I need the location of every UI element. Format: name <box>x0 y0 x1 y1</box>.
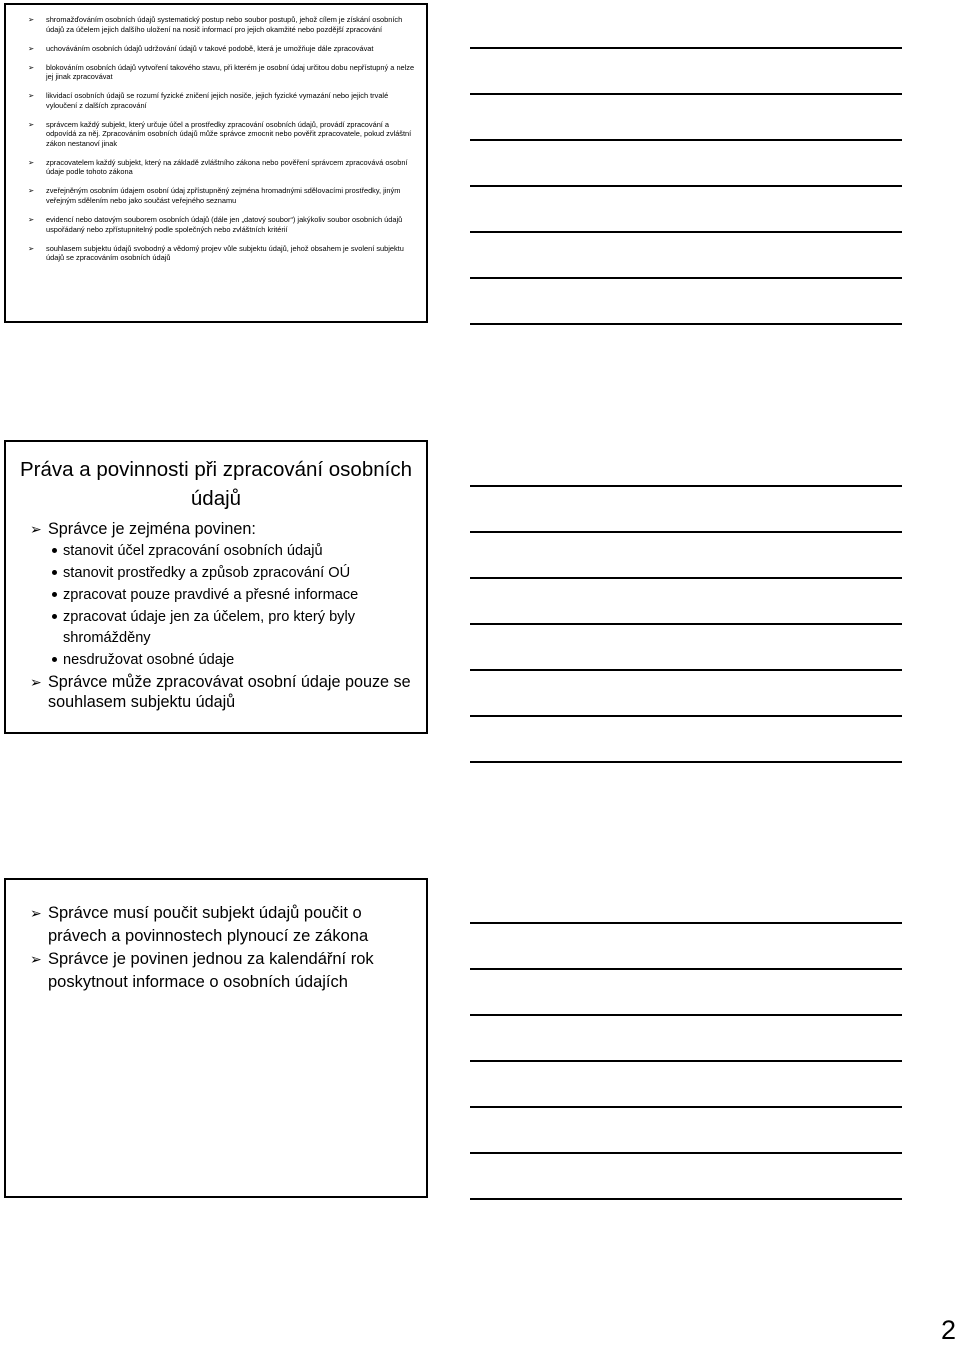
item-text: shromažďováním osobních údajů systematický postup nebo soubor postupů, jehož cílem je získání osobních údajů za účelem jejich dalšího uložení na nosič informací pro jejich okamžité nebo pozdější zpracování <box>46 15 403 34</box>
list-item <box>28 186 416 205</box>
page-number: 2 <box>940 1315 956 1345</box>
note-line <box>470 1198 902 1200</box>
list-item <box>10 672 426 712</box>
item-text: správcem každý subjekt, který určuje účel a prostředky zpracování osobních údajů, provádí zpracování a odpovídá za něj. Zpracováním osobních údajů může správce zmocnit nebo pověřit zpracovatele, pokud zvláštní zákon nestanoví jinak <box>46 119 412 148</box>
item-text: Správce může zpracovávat osobní údaje pouze se souhlasem subjektu údajů <box>48 673 411 711</box>
item-text: zpracovatelem každý subjekt, který na základě zvláštního zákona nebo pověření správcem zpracovává osobní údaje podle tohoto zákona <box>46 157 408 177</box>
sub-list-item <box>10 541 426 562</box>
note-line <box>470 1014 902 1016</box>
arrow-bullet-icon: ➢ <box>28 15 35 24</box>
sub-list-item <box>10 563 426 584</box>
note-line <box>470 93 902 95</box>
sub-list-item <box>10 585 426 606</box>
note-line <box>470 968 902 970</box>
arrow-bullet-icon: ➢ <box>28 119 35 129</box>
dot-bullet-icon <box>52 570 57 575</box>
definitions-list <box>6 5 426 263</box>
note-line <box>470 139 902 141</box>
note-line <box>470 761 902 763</box>
list-item <box>28 63 416 82</box>
note-line <box>470 277 902 279</box>
note-line <box>470 922 902 924</box>
dot-bullet-icon <box>52 548 57 553</box>
arrow-bullet-icon: ➢ <box>28 243 35 253</box>
list-item <box>28 120 416 149</box>
item-text: evidencí nebo datovým souborem osobních údajů (dále jen „datový soubor“) jakýkoliv soubor osobních údajů uspořádaný nebo zpřístupnitelný podle společných nebo zvláštních kritérií <box>46 215 403 234</box>
sub-list-item <box>10 650 426 671</box>
note-line <box>470 1060 902 1062</box>
list-item <box>28 215 416 234</box>
note-line <box>470 531 902 533</box>
note-line <box>470 577 902 579</box>
note-line <box>470 185 902 187</box>
note-line <box>470 231 902 233</box>
arrow-bullet-icon: ➢ <box>30 521 42 537</box>
list-item <box>28 44 416 54</box>
item-text: zpracovat údaje jen za účelem, pro který byly shromážděny <box>63 609 356 646</box>
arrow-bullet-icon: ➢ <box>30 951 42 967</box>
slide-controller-duties <box>4 878 428 1198</box>
item-text: Správce musí poučit subjekt údajů poučit o právech a povinnostech plynoucí ze zákona <box>48 904 369 945</box>
item-text: likvidací osobních údajů se rozumí fyzické zničení jejich nosiče, jejich fyzické vymazání nebo jejich trvalé vyloučení z dalších zpracování <box>46 91 389 110</box>
item-text: uchováváním osobních údajů udržování údajů v takové podobě, která je umožňuje dále zpracovávat <box>46 43 374 53</box>
arrow-bullet-icon: ➢ <box>28 215 35 225</box>
arrow-bullet-icon: ➢ <box>28 157 35 167</box>
list-item <box>28 158 416 177</box>
duties-list <box>6 541 426 670</box>
arrow-bullet-icon: ➢ <box>28 91 35 101</box>
arrow-bullet-icon: ➢ <box>28 43 35 53</box>
slide-title: Práva a povinnosti při zpracování osobních údajů <box>19 458 412 510</box>
item-text: Správce je povinen jednou za kalendářní rok poskytnout informace o osobních údajích <box>48 950 374 991</box>
slide-definitions <box>4 3 428 323</box>
list-item <box>10 948 404 994</box>
dot-bullet-icon <box>52 614 57 619</box>
list-item <box>10 519 426 539</box>
note-line <box>470 1106 902 1108</box>
note-line <box>470 485 902 487</box>
slide-rights-duties <box>4 440 428 734</box>
controller-duties-list <box>6 902 426 994</box>
arrow-bullet-icon: ➢ <box>30 905 42 921</box>
sub-list-item <box>10 607 426 648</box>
note-line <box>470 715 902 717</box>
list-item <box>10 902 404 948</box>
note-line <box>470 623 902 625</box>
item-text: souhlasem subjektu údajů svobodný a vědomý projev vůle subjektu údajů, jehož obsahem je svolení subjektu údajů se zpracováním osobních údajů <box>46 243 404 263</box>
note-line <box>470 47 902 49</box>
arrow-bullet-icon: ➢ <box>28 62 35 72</box>
item-text: blokováním osobních údajů vytvoření takového stavu, při kterém je osobní údaj určitou dobu nepřístupný a nelze jej jinak zpracovávat <box>46 62 415 82</box>
dot-bullet-icon <box>52 657 57 662</box>
list-item <box>28 91 416 110</box>
note-line <box>470 323 902 325</box>
item-text: zveřejněným osobním údajem osobní údaj zpřístupněný zejména hromadnými sdělovacími prostředky, jiným veřejným sdělením nebo jako součást veřejného seznamu <box>46 186 401 206</box>
list-item <box>28 15 416 34</box>
item-text: stanovit prostředky a způsob zpracování OÚ <box>63 565 351 581</box>
item-text: stanovit účel zpracování osobních údajů <box>63 543 323 559</box>
note-line <box>470 669 902 671</box>
item-text: nesdružovat osobné údaje <box>63 651 235 668</box>
arrow-bullet-icon: ➢ <box>28 186 35 196</box>
arrow-bullet-icon: ➢ <box>30 674 42 690</box>
dot-bullet-icon <box>52 592 57 597</box>
list-item <box>28 244 416 263</box>
item-text: zpracovat pouze pravdivé a přesné informace <box>63 587 359 603</box>
note-line <box>470 1152 902 1154</box>
item-text: Správce je zejména povinen: <box>48 520 256 538</box>
